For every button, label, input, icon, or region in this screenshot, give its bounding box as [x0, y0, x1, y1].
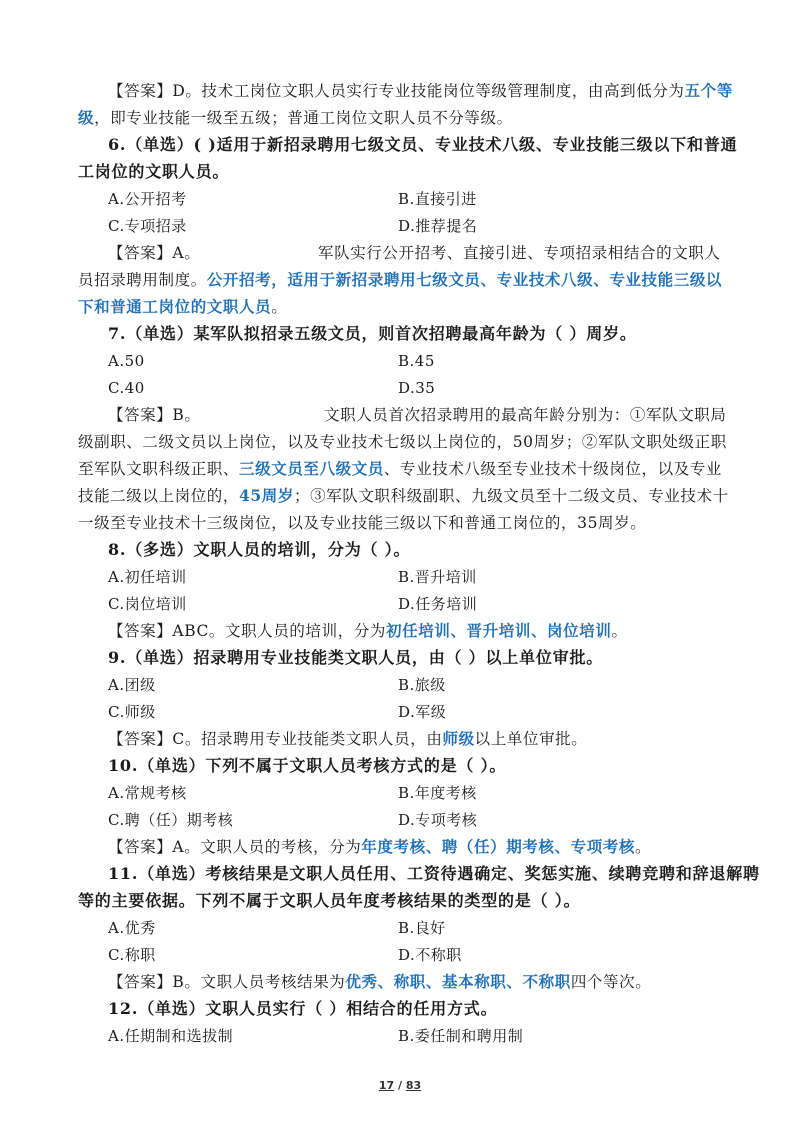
q11-stem: 11.（单选）考核结果是文职人员任用、工资待遇确定、奖惩实施、续聘竞聘和辞退解聘 — [108, 864, 760, 883]
q6-option-b: B.直接引进 — [398, 190, 477, 208]
q6-answer-text: 军队实行公开招考、直接引进、专项招录相结合的文职人 — [318, 244, 721, 262]
page-separator: / — [394, 1079, 406, 1092]
q7-option-a: A.50 — [108, 352, 145, 370]
q11-option-d: D.不称职 — [398, 946, 462, 964]
q6-option-d: D.推荐提名 — [398, 217, 478, 235]
q7-option-c: C.40 — [108, 379, 145, 397]
q7-option-d: D.35 — [398, 379, 436, 397]
q6-option-a: A.公开招考 — [108, 190, 187, 208]
q9-option-c: C.师级 — [108, 703, 156, 721]
q11-option-a: A.优秀 — [108, 919, 156, 937]
q7-answer-line2: 级副职、二级文员以上岗位，以及专业技术七级以上岗位的，50周岁；②军队文职处级正职 — [78, 433, 727, 451]
q9-option-d: D.军级 — [398, 703, 447, 721]
q12-stem: 12.（单选）文职人员实行（ ）相结合的任用方式。 — [108, 999, 498, 1018]
q8-option-c: C.岗位培训 — [108, 595, 187, 613]
q10-option-d: D.专项考核 — [398, 811, 478, 829]
q9-stem: 9.（单选）招录聘用专业技能类文职人员，由（ ）以上单位审批。 — [108, 648, 604, 667]
q12-option-a: A.任期制和选拔制 — [108, 1027, 234, 1045]
q8-answer: 【答案】ABC。文职人员的培训，分为初任培训、晋升培训、岗位培训。 — [108, 621, 628, 640]
q6-answer-prefix: 【答案】A。 — [108, 244, 201, 262]
q10-stem: 10.（单选）下列不属于文职人员考核方式的是（ ）。 — [108, 756, 507, 775]
current-page: 17 — [378, 1079, 395, 1092]
q6-option-c: C.专项招录 — [108, 217, 187, 235]
q8-option-d: D.任务培训 — [398, 595, 478, 613]
q9-answer: 【答案】C。招录聘用专业技能类文职人员，由师级以上单位审批。 — [108, 729, 588, 748]
q11-stem-cont: 等的主要依据。下列不属于文职人员年度考核结果的类型的是（ ）。 — [78, 891, 581, 910]
q7-answer-line4: 技能二级以上岗位的，45周岁；③军队文职科级副职、九级文员至十二级文员、专业技术十 — [78, 486, 729, 505]
q7-answer-line3: 至军队文职科级正职、三级文员至八级文员、专业技术八级至专业技术十级岗位，以及专业 — [78, 459, 723, 478]
q6-stem-cont: 工岗位的文职人员。 — [78, 162, 230, 181]
q10-option-a: A.常规考核 — [108, 784, 187, 802]
q11-option-b: B.良好 — [398, 919, 446, 937]
q9-option-b: B.旅级 — [398, 676, 446, 694]
q6-answer-line3: 下和普通工岗位的文职人员。 — [78, 297, 288, 316]
q6-stem: 6.（单选）( )适用于新招录聘用七级文员、专业技术八级、专业技能三级以下和普通 — [108, 135, 738, 154]
q11-answer: 【答案】B。文职人员考核结果为优秀、称职、基本称职、不称职四个等次。 — [108, 972, 652, 991]
q8-option-b: B.晋升培训 — [398, 568, 477, 586]
q12-option-b: B.委任制和聘用制 — [398, 1027, 524, 1045]
q8-stem: 8.（多选）文职人员的培训，分为（ ）。 — [108, 540, 411, 559]
q7-answer-text: 文职人员首次招录聘用的最高年龄分别为：①军队文职局 — [324, 406, 727, 424]
q10-option-c: C.聘（任）期考核 — [108, 811, 234, 829]
q7-answer-prefix: 【答案】B。 — [108, 406, 201, 424]
q9-option-a: A.团级 — [108, 676, 156, 694]
q10-option-b: B.年度考核 — [398, 784, 477, 802]
q6-answer-line2: 员招录聘用制度。公开招考，适用于新招录聘用七级文员、专业技术八级、专业技能三级以 — [78, 270, 723, 289]
page-number — [0, 1079, 800, 1092]
q7-option-b: B.45 — [398, 352, 435, 370]
q7-stem: 7.（单选）某军队拟招录五级文员，则首次招聘最高年龄为（ ）周岁。 — [108, 324, 637, 343]
q8-option-a: A.初任培训 — [108, 568, 187, 586]
q5-answer-line1: 【答案】D。技术工岗位文职人员实行专业技能岗位等级管理制度，由高到低分为五个等 — [108, 81, 733, 100]
q5-answer-line2: 级，即专业技能一级至五级；普通工岗位文职人员不分等级。 — [78, 108, 513, 127]
q10-answer: 【答案】A。文职人员的考核，分为年度考核、聘（任）期考核、专项考核。 — [108, 837, 652, 856]
q7-answer-line5: 一级至专业技术十三级岗位，以及专业技能三级以下和普通工岗位的，35周岁。 — [78, 514, 647, 532]
total-pages: 83 — [405, 1079, 422, 1092]
q11-option-c: C.称职 — [108, 946, 156, 964]
